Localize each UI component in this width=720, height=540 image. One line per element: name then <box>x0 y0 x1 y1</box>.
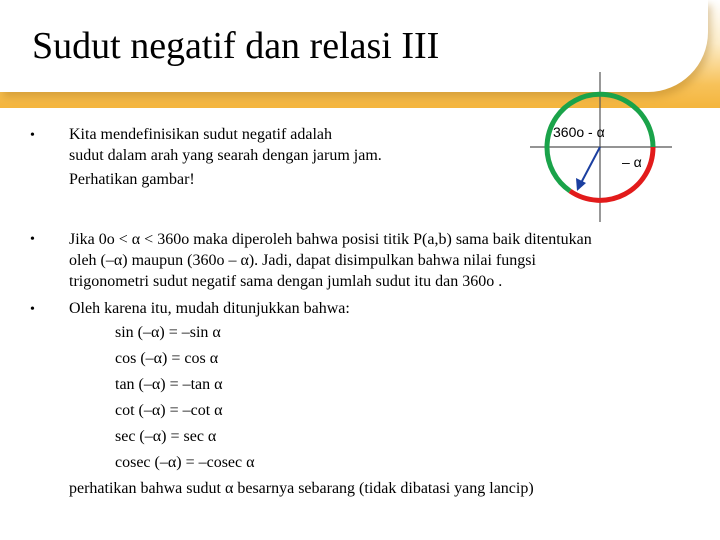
identity-cot: cot (–α) = –cot α <box>115 402 223 419</box>
paragraph-line: Kita mendefinisikan sudut negatif adalah <box>69 126 333 143</box>
paragraph-line: Perhatikan gambar! <box>69 171 195 188</box>
bullet-marker: • <box>30 232 35 247</box>
identity-sin: sin (–α) = –sin α <box>115 324 221 341</box>
closing-note: perhatikan bahwa sudut α besarnya sebarang (tidak dibatasi yang lancip) <box>69 480 534 497</box>
label-negative-alpha: – α <box>622 154 642 170</box>
bullet-paragraph-definition <box>69 124 382 190</box>
identity-cosec: cosec (–α) = –cosec α <box>115 454 255 471</box>
bullet-paragraph-intro <box>69 298 350 319</box>
identity-cos: cos (–α) = cos α <box>115 350 219 367</box>
identity-tan: tan (–α) = –tan α <box>115 376 223 393</box>
arc-360-minus-alpha <box>547 94 653 191</box>
paragraph-line: oleh (–α) maupun (360o – α). Jadi, dapat disimpulkan bahwa nilai fungsi <box>69 252 536 269</box>
terminal-ray <box>581 147 600 183</box>
paragraph-line: trigonometri sudut negatif sama dengan jumlah sudut itu dan 360o . <box>69 273 503 290</box>
paragraph-line: Jika 0o < α < 360o maka diperoleh bahwa posisi titik P(a,b) sama baik ditentukan <box>69 231 592 248</box>
bullet-paragraph-relation <box>69 229 592 292</box>
bullet-marker: • <box>30 128 35 143</box>
identity-sec: sec (–α) = sec α <box>115 428 217 445</box>
paragraph-line: Oleh karena itu, mudah ditunjukkan bahwa: <box>69 300 350 317</box>
paragraph-line: sudut dalam arah yang searah dengan jarum jam. <box>69 147 382 164</box>
slide-title: Sudut negatif dan relasi III <box>32 25 440 67</box>
terminal-ray-arrowhead <box>576 178 586 191</box>
bullet-marker: • <box>30 302 35 317</box>
label-360-minus-alpha: 360o - α <box>553 124 605 140</box>
